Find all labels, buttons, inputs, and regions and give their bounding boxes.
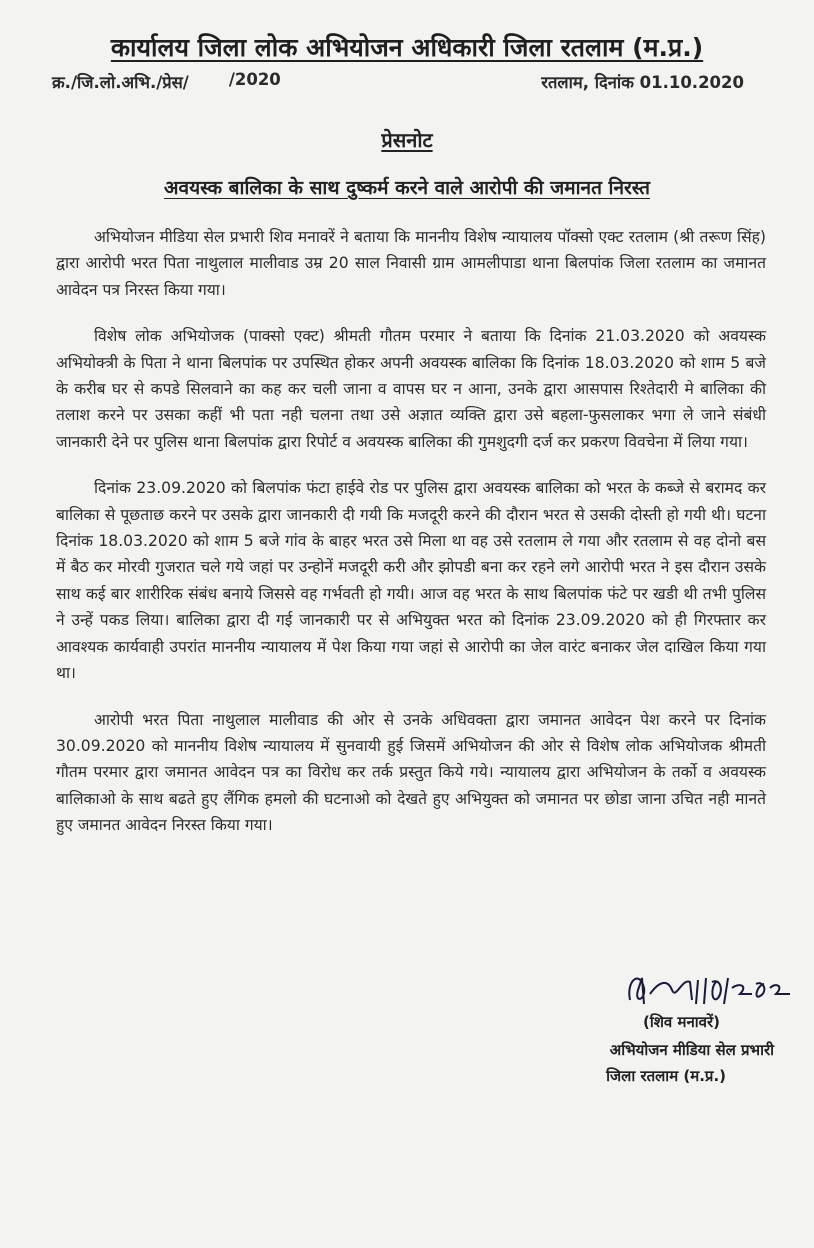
place-and-date: रतलाम, दिनांक 01.10.2020 <box>541 73 744 92</box>
reference-number: क्र./जि.लो.अभि./प्रेस/ <box>52 73 189 92</box>
reference-number-group <box>52 70 281 93</box>
reference-year: /2020 <box>228 70 281 89</box>
paragraph: अभियोजन मीडिया सेल प्रभारी शिव मनावरें ने बताया कि माननीय विशेष न्यायालय पॉक्सो एक्ट रतलाम (श्री तरूण सिंह) द्वारा आरोपी भरत पिता नाथुलाल मालीवाड उम्र 20 साल निवासी ग्राम आमलीपाडा थाना बिलपांक जिला रतलाम का जमानत आवेदन पत्र निरस्त किया गया। <box>56 228 766 299</box>
paragraph: दिनांक 23.09.2020 को बिलपांक फंटा हाईवे रोड पर पुलिस द्वारा अवयस्क बालिका को भरत के कब्जे से बरामद कर बालिका से पूछताछ करने पर उसके द्वारा जानकारी दी गयी कि मजदूरी करने की दौरान भरत से उसकी दोस्ती हो गयी थी। घटना दिनांक 18.03.2020 को शाम 5 बजे गांव के बाहर भरत उसे मिला था वह उसे रतलाम ले गया और रतलाम से वह दोनो बस में बैठ कर मोरवी गुजरात चले गये जहां पर उन्होनें मजदूरी करी और झोपडी बना कर रहने लगे आरोपी भरत ने इस दौरान उसके साथ कई बार शारीरिक संबंध बनाये जिससे वह गर्भवती हो गयी। आज वह भरत के साथ बिलपांक फंटे पर खडी थी तभी पुलिस ने उन्हें पकड लिया। बालिका द्वारा दी गई जानकारी पर से अभियुक्त भरत को दिनांक 23.09.2020 को ही गिरफ्तार कर आवश्यक कार्यवाही उपरांत माननीय न्यायालय में पेश किया गया जहां से आरोपी का जेल वारंट बनाकर जेल दाखिल किया गया था। <box>56 479 767 683</box>
office-title: कार्यालय जिला लोक अभियोजन अधिकारी जिला रतलाम (म.प्र.) <box>110 33 704 62</box>
document-body <box>56 224 766 859</box>
handwritten-signature <box>620 960 800 1020</box>
signatory-name: (शिव मनावरें) <box>642 1013 720 1031</box>
paragraph: आरोपी भरत पिता नाथुलाल मालीवाड की ओर से उनके अधिवक्ता द्वारा जमानत आवेदन पेश करने पर दिनांक 30.09.2020 को माननीय विशेष न्यायालय में सुनवायी हुई जिसमें अभियोजन की ओर से विशेष लोक अभियोजक श्रीमती गौतम परमार द्वारा जमानत आवेदन पत्र का विरोध कर तर्क प्रस्तुत किये गये। न्यायालय द्वारा अभियोजन के तर्को व अवयस्क बालिकाओ के साथ बढते हुए लैंगिक हमलो की घटनाओ को देखते हुए अभियुक्त को जमानत पर छोडा जाना उचित नही मानते हुए जमानत आवेदन निरस्त किया गया। <box>56 710 766 835</box>
reference-row <box>52 70 744 93</box>
signatory-place: जिला रतलाम (म.प्र.) <box>606 1067 726 1085</box>
document-subject: अवयस्क बालिका के साथ दुष्कर्म करने वाले आरोपी की जमानत निरस्त <box>163 177 650 199</box>
document-heading: प्रेसनोट <box>381 128 433 152</box>
paragraph: विशेष लोक अभियोजक (पाक्सो एक्ट) श्रीमती गौतम परमार ने बताया कि दिनांक 21.03.2020 को अवयस्क अभियोक्त्री के पिता ने थाना बिलपांक पर उपस्थित होकर अपनी अवयस्क बालिका कि दिनांक 18.03.2020 को शाम 5 बजे के करीब घर से कपडे सिलवाने का कह कर चली जाना व वापस घर न आना, उनके द्वारा आसपास रिश्तेदारी मे बालिका की तलाश करने पर उसका कहीं भी पता नही चलना तथा उसे अज्ञात व्यक्ति द्वारा उसे बहला-फुसलाकर भगा ले जाने संबंधी जानकारी देने पर पुलिस थाना बिलपांक द्वारा रिपोर्ट व अवयस्क बालिका की गुमशुदगी दर्ज कर प्रकरण विवचेना में लिया गया। <box>56 327 766 451</box>
signatory-designation: अभियोजन मीडिया सेल प्रभारी <box>609 1041 774 1059</box>
